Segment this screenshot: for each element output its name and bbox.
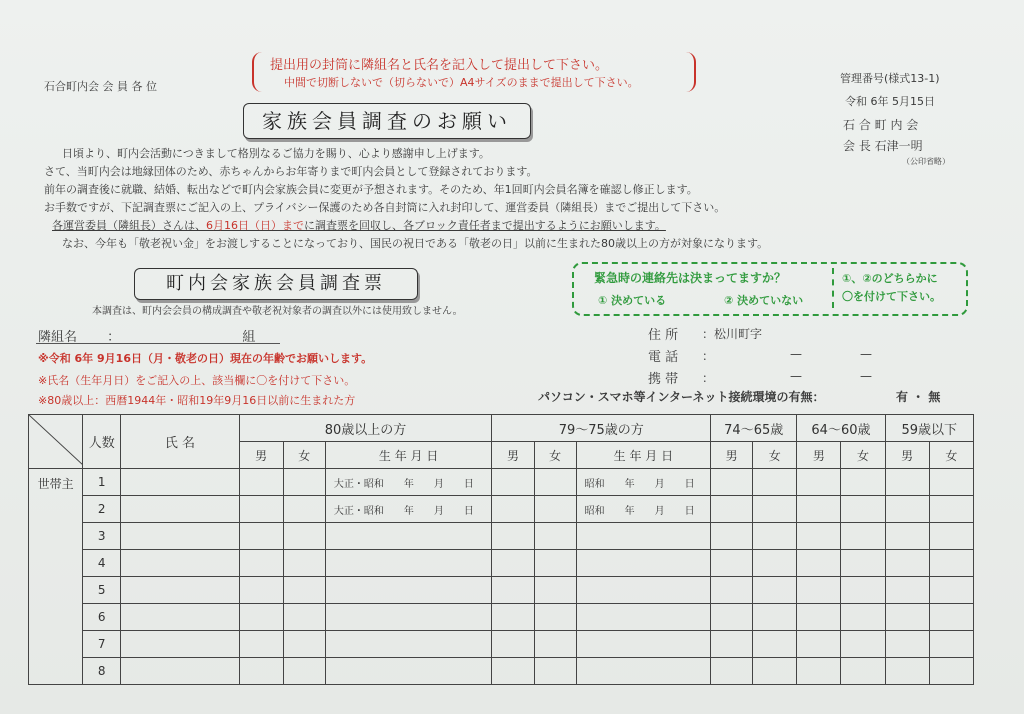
group-name-label: 隣組名 [38,330,78,345]
female-80-cell[interactable] [283,631,325,658]
male-79-cell[interactable] [492,604,534,631]
internet-options[interactable]: 有 ・ 無 [896,390,941,404]
emergency-option-2[interactable]: ② 決めていない [724,294,804,307]
name-cell[interactable] [121,469,239,496]
female-59-cell[interactable] [929,496,973,523]
male-64-cell[interactable] [797,577,841,604]
male-74-cell[interactable] [711,604,753,631]
emergency-contact-box [572,262,968,316]
deadline-date: 6月16日（日）まで [206,219,304,232]
dob-80-cell[interactable] [325,604,492,631]
management-number: 管理番号(様式13-1) [840,72,940,85]
survey-title: 町内会家族会員調査票 [134,268,418,300]
group-name-suffix: 組 [242,330,256,345]
female-header: 女 [283,442,325,469]
table-row [29,496,974,523]
name-cell[interactable] [121,604,239,631]
female-80-cell[interactable] [283,604,325,631]
dob-79-cell[interactable] [576,577,710,604]
row-number: 2 [83,496,121,523]
table-row [29,469,974,496]
survey-note: 本調査は、町内会会員の構成調査や敬老祝対象者の調査以外には使用致しません。 [92,306,463,317]
male-59-cell[interactable] [885,496,929,523]
female-74-cell[interactable] [753,496,797,523]
dob-80-cell[interactable] [325,658,492,685]
male-80-cell[interactable] [239,469,283,496]
female-64-cell[interactable] [841,496,885,523]
table-row [29,523,974,550]
name-cell[interactable] [121,577,239,604]
male-79-cell[interactable] [492,631,534,658]
table-row [29,631,974,658]
table-row [29,550,974,577]
male-80-cell[interactable] [239,631,283,658]
male-59-cell[interactable] [885,658,929,685]
male-64-cell[interactable] [797,550,841,577]
male-64-cell[interactable] [797,469,841,496]
female-79-cell[interactable] [534,550,576,577]
male-header: 男 [492,442,534,469]
emergency-divider [832,268,834,308]
body-paragraph-1: 日頃より、町内会活動につきまして格別なるご協力を賜り、心より感謝申し上げます。 [62,147,490,160]
male-59-cell[interactable] [885,469,929,496]
address-value[interactable]: ：松川町字 [702,327,763,341]
female-80-cell[interactable] [283,550,325,577]
table-row [29,577,974,604]
red-note-2: ※氏名（生年月日）をご記入の上、該当欄に〇を付けて下さい。 [38,374,356,387]
name-cell[interactable] [121,523,239,550]
dob-79-cell[interactable] [576,523,710,550]
seal-omitted-note: （公印省略） [902,157,950,166]
red-notice-box [252,52,696,92]
row-number: 1 [83,469,121,496]
body-paragraph-4: お手数ですが、下記調査票にご記入の上、プライバシー保護のため各自封筒に入れ封印して、運営委員（隣組長）までご提出して下さい。 [44,201,726,214]
female-64-cell[interactable] [841,631,885,658]
emergency-question: 緊急時の連絡先は決まってますか？ [594,271,787,285]
female-59-cell[interactable] [929,550,973,577]
female-64-cell[interactable] [841,604,885,631]
dob-79-cell[interactable]: 昭和 年 月 日 [576,469,710,496]
group-79-header: 79〜75歳の方 [492,415,711,442]
female-59-cell[interactable] [929,577,973,604]
dob-80-cell[interactable] [325,631,492,658]
female-80-cell[interactable] [283,577,325,604]
male-64-cell[interactable] [797,496,841,523]
male-79-cell[interactable] [492,523,534,550]
male-header: 男 [711,442,753,469]
issue-date: 令和 6年 5月15日 [845,95,935,108]
notice-line-1: 提出用の封筒に隣組名と氏名を記入して提出して下さい。 [270,58,609,73]
female-59-cell[interactable] [929,604,973,631]
family-survey-table [28,414,974,685]
group-80-header: 80歳以上の方 [239,415,492,442]
internet-question: パソコン・スマホ等インターネット接続環境の有無： [538,390,825,404]
name-header: 氏 名 [121,415,239,469]
phone-colon: ： [702,349,715,363]
male-79-cell[interactable] [492,496,534,523]
count-header: 人数 [83,415,121,469]
dob-header: 生 年 月 日 [576,442,710,469]
group-74-header: 74〜65歳 [711,415,797,442]
notice-line-2: 中間で切断しないで（切らないで）A4サイズのままで提出して下さい。 [284,76,639,89]
dob-79-cell[interactable] [576,658,710,685]
male-80-cell[interactable] [239,523,283,550]
male-64-cell[interactable] [797,604,841,631]
male-79-cell[interactable] [492,550,534,577]
male-64-cell[interactable] [797,523,841,550]
emergency-option-1[interactable]: ① 決めている [598,294,667,307]
dob-header: 生 年 月 日 [325,442,492,469]
female-79-cell[interactable] [534,577,576,604]
female-74-cell[interactable] [753,469,797,496]
female-59-cell[interactable] [929,631,973,658]
male-74-cell[interactable] [711,469,753,496]
president-name: 会 長 石津一明 [843,139,923,153]
body-paragraph-5-c: に調査票を回収し、各ブロック責任者まで提出するようにお願いします。 [304,219,666,232]
male-79-cell[interactable] [492,469,534,496]
female-header: 女 [753,442,797,469]
name-cell[interactable] [121,631,239,658]
male-74-cell[interactable] [711,577,753,604]
group-name-colon: ： [107,330,121,345]
male-74-cell[interactable] [711,523,753,550]
body-paragraph-6: なお、今年も「敬老祝い金」をお渡しすることになっており、国民の祝日である「敬老の日」以前に生まれた80歳以上の方が対象になります。 [62,237,769,250]
dob-80-cell[interactable] [325,550,492,577]
dob-79-cell[interactable] [576,604,710,631]
body-paragraph-2: さて、当町内会は地縁団体のため、赤ちゃんからお年寄りまで町内会員として登録されております。 [44,165,538,178]
survey-table-body [29,469,974,685]
row-number: 8 [83,658,121,685]
table-row [29,604,974,631]
group-name-underline [36,343,280,344]
male-header: 男 [885,442,929,469]
female-74-cell[interactable] [753,631,797,658]
dob-80-cell[interactable] [325,523,492,550]
male-header: 男 [797,442,841,469]
female-79-cell[interactable] [534,631,576,658]
female-59-cell[interactable] [929,658,973,685]
body-paragraph-5-a: 各運営委員（隣組長）さんは、 [52,219,206,232]
female-header: 女 [841,442,885,469]
female-74-cell[interactable] [753,658,797,685]
emergency-instruction-1: ①、②のどちらかに [842,272,938,285]
household-head-label: 世帯主 [29,469,83,685]
name-cell[interactable] [121,496,239,523]
female-header: 女 [929,442,973,469]
mobile-label: 携 帯 [648,372,679,387]
female-74-cell[interactable] [753,577,797,604]
female-64-cell[interactable] [841,658,885,685]
female-80-cell[interactable] [283,523,325,550]
body-paragraph-3: 前年の調査後に就職、結婚、転出などで町内会家族会員に変更が予想されます。そのため、年1回町内会員名簿を確認し修正します。 [44,183,698,196]
male-74-cell[interactable] [711,496,753,523]
dob-79-cell[interactable] [576,550,710,577]
dob-79-cell[interactable] [576,631,710,658]
red-note-3: ※80歳以上：西暦1944年・昭和19年9月16日以前に生まれた方 [38,394,356,407]
male-80-cell[interactable] [239,550,283,577]
male-80-cell[interactable] [239,577,283,604]
phone-dash-1: — [790,347,802,361]
row-number: 5 [83,577,121,604]
male-59-cell[interactable] [885,577,929,604]
male-59-cell[interactable] [885,523,929,550]
female-80-cell[interactable] [283,658,325,685]
female-74-cell[interactable] [753,523,797,550]
male-header: 男 [239,442,283,469]
organization-name: 石 合 町 内 会 [843,118,919,132]
red-note-1: ※令和 6年 9月16日（月・敬老の日）現在の年齢でお願いします。 [38,352,373,365]
male-79-cell[interactable] [492,577,534,604]
male-80-cell[interactable] [239,604,283,631]
name-cell[interactable] [121,658,239,685]
document-title: 家族会員調査のお願い [243,103,531,139]
mobile-colon: ： [702,371,715,385]
row-number: 6 [83,604,121,631]
name-cell[interactable] [121,550,239,577]
male-64-cell[interactable] [797,658,841,685]
female-79-cell[interactable] [534,604,576,631]
table-row [29,658,974,685]
female-80-cell[interactable] [283,469,325,496]
female-59-cell[interactable] [929,523,973,550]
corner-diagonal-cell [29,415,83,469]
male-74-cell[interactable] [711,658,753,685]
female-59-cell[interactable] [929,469,973,496]
female-74-cell[interactable] [753,550,797,577]
male-79-cell[interactable] [492,658,534,685]
phone-dash-2: — [860,347,872,361]
phone-label: 電 話 [648,350,679,365]
mobile-dash-2: — [860,369,872,383]
mobile-dash-1: — [790,369,802,383]
addressee: 石合町内会 会 員 各 位 [44,80,157,93]
address-label: 住 所 [648,328,679,343]
row-number: 7 [83,631,121,658]
body-paragraph-5 [52,217,666,233]
female-79-cell[interactable] [534,496,576,523]
female-74-cell[interactable] [753,604,797,631]
male-80-cell[interactable] [239,496,283,523]
male-74-cell[interactable] [711,550,753,577]
row-number: 4 [83,550,121,577]
dob-80-cell[interactable]: 大正・昭和 年 月 日 [325,496,492,523]
male-74-cell[interactable] [711,631,753,658]
male-59-cell[interactable] [885,631,929,658]
female-80-cell[interactable] [283,496,325,523]
diagonal-line-icon [29,415,83,465]
dob-80-cell[interactable] [325,577,492,604]
dob-80-cell[interactable]: 大正・昭和 年 月 日 [325,469,492,496]
female-79-cell[interactable] [534,469,576,496]
female-64-cell[interactable] [841,469,885,496]
male-59-cell[interactable] [885,550,929,577]
female-64-cell[interactable] [841,523,885,550]
female-79-cell[interactable] [534,523,576,550]
male-59-cell[interactable] [885,604,929,631]
group-64-header: 64〜60歳 [797,415,885,442]
group-59-header: 59歳以下 [885,415,973,442]
female-64-cell[interactable] [841,577,885,604]
dob-79-cell[interactable]: 昭和 年 月 日 [576,496,710,523]
male-64-cell[interactable] [797,631,841,658]
emergency-instruction-2: 〇を付けて下さい。 [842,290,941,303]
female-header: 女 [534,442,576,469]
row-number: 3 [83,523,121,550]
female-64-cell[interactable] [841,550,885,577]
female-79-cell[interactable] [534,658,576,685]
male-80-cell[interactable] [239,658,283,685]
